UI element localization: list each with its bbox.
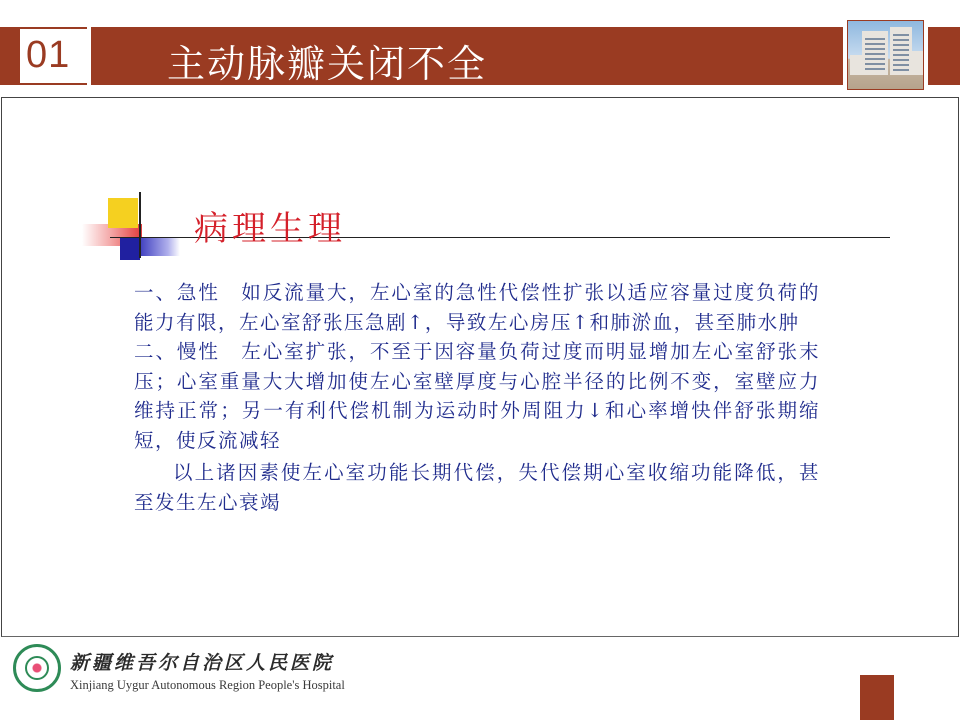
decor-yellow-square [108,198,138,228]
content-frame-right-border [958,97,959,637]
decor-vertical-line [139,192,141,258]
paragraph-acute: 一、急性 如反流量大，左心室的急性代偿性扩张以适应容量过度负荷的能力有限，左心室舒张压急剧↑，导致左心房压↑和肺淤血，甚至肺水肿 [134,281,820,334]
slide-number: 01 [26,34,71,76]
footer-accent-block [860,675,894,720]
paragraph-summary: 以上诸因素使左心室功能长期代偿，失代偿期心室收缩功能降低，甚至发生左心衰竭 [134,461,820,514]
hospital-name-en: Xinjiang Uygur Autonomous Region People's Hospital [70,678,345,692]
decor-blue-gradient [140,238,180,256]
paragraph-chronic: 二、慢性 左心室扩张，不至于因容量负荷过度而明显增加左心室舒张末压；心室重量大大增加使左心室壁厚度与心腔半径的比例不变，室壁应力维持正常；另一有利代偿机制为运动时外周阻力↓和心率增快伴舒张期缩短，使反流减轻 [134,340,820,452]
page-title: 主动脉瓣关闭不全 [167,42,488,86]
decor-blue-square [120,238,140,260]
hospital-logo [13,644,61,692]
hospital-logo-emblem [25,656,49,680]
header-right-bar [928,27,960,85]
hospital-building-photo [847,20,924,90]
hospital-name-cn: 新疆维吾尔自治区人民医院 [70,652,335,674]
section-title: 病理生理 [194,209,346,249]
body-text [134,278,820,517]
